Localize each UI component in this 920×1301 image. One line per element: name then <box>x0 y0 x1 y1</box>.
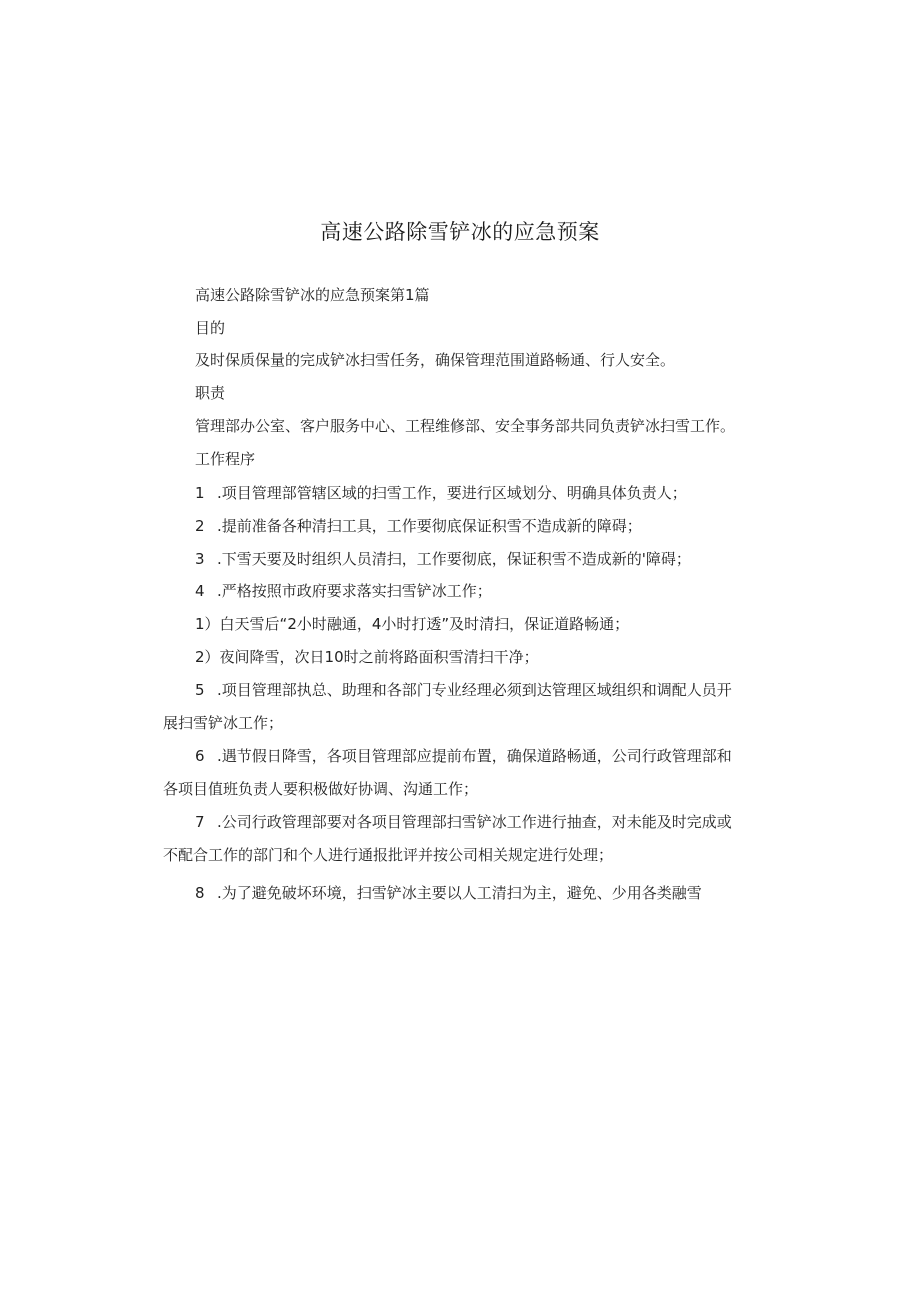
procedure-heading: 工作程序 <box>195 450 256 468</box>
substep-item: 1）白天雪后“2小时融通，4小时打透”及时清扫，保证道路畅通； <box>195 615 630 633</box>
step-number: 2 <box>195 517 205 535</box>
purpose-text: 及时保质保量的完成铲冰扫雪任务，确保管理范围道路畅通、行人安全。 <box>195 351 676 369</box>
step-text: .项目管理部执总、助理和各部门专业经理必须到达管理区域组织和调配人员开 <box>217 681 732 699</box>
substep-item: 2）夜间降雪，次日10时之前将路面积雪清扫干净； <box>195 648 539 666</box>
step-item <box>195 549 691 569</box>
step-text: .公司行政管理部要对各项目管理部扫雪铲冰工作进行抽查，对未能及时完成或 <box>217 813 732 831</box>
step-number: 5 <box>195 681 205 699</box>
step-item <box>195 746 732 766</box>
step-item <box>195 883 702 903</box>
document-subtitle: 高速公路除雪铲冰的应急预案第1篇 <box>195 286 430 304</box>
step-number: 6 <box>195 747 205 765</box>
step-item <box>195 812 732 832</box>
step-item <box>195 483 687 503</box>
purpose-heading: 目的 <box>195 319 226 337</box>
step-number: 7 <box>195 813 205 831</box>
step-text: .下雪天要及时组织人员清扫，工作要彻底，保证积雪不造成新的'障碍； <box>217 550 691 568</box>
duty-heading: 职责 <box>195 384 226 402</box>
step-text: .提前准备各种清扫工具，工作要彻底保证积雪不造成新的障碍； <box>217 517 642 535</box>
step-continuation: 各项目值班负责人要积极做好协调、沟通工作； <box>163 780 479 798</box>
step-number: 4 <box>195 582 205 600</box>
step-continuation: 展扫雪铲冰工作； <box>163 714 284 732</box>
step-number: 3 <box>195 550 205 568</box>
step-continuation: 不配合工作的部门和个人进行通报批评并按公司相关规定进行处理； <box>163 846 614 864</box>
step-text: .项目管理部管辖区域的扫雪工作，要进行区域划分、明确具体负责人； <box>217 484 687 502</box>
document-title: 高速公路除雪铲冰的应急预案 <box>320 220 600 244</box>
step-number: 8 <box>195 884 205 902</box>
step-text: .遇节假日降雪，各项目管理部应提前布置，确保道路畅通，公司行政管理部和 <box>217 747 732 765</box>
step-text: .严格按照市政府要求落实扫雪铲冰工作； <box>217 582 492 600</box>
step-item <box>195 581 492 601</box>
duty-text: 管理部办公室、客户服务中心、工程维修部、安全事务部共同负责铲冰扫雪工作。 <box>195 417 736 435</box>
step-number: 1 <box>195 484 205 502</box>
step-text: .为了避免破坏环境，扫雪铲冰主要以人工清扫为主，避免、少用各类融雪 <box>217 884 702 902</box>
step-item <box>195 516 642 536</box>
step-item <box>195 680 732 700</box>
